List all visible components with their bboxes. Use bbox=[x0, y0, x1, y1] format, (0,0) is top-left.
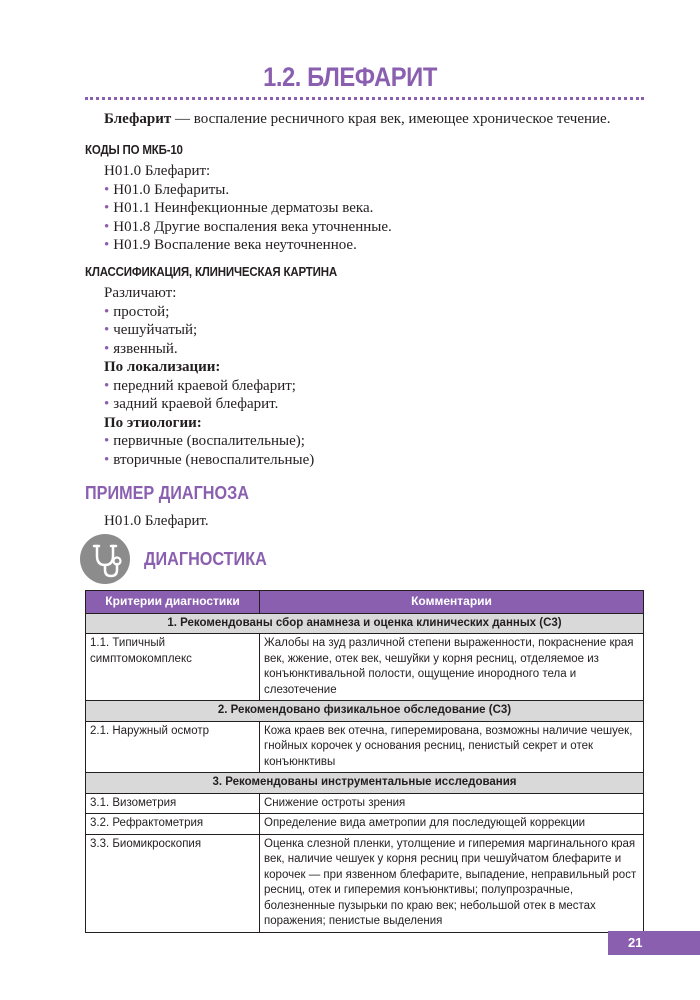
table-cell-criterion: 1.1. Типичный симптомокомплекс bbox=[86, 634, 260, 701]
etiology-heading: По этиологии: bbox=[104, 414, 202, 431]
table-section-row bbox=[86, 701, 644, 722]
example-text: H01.0 Блефарит. bbox=[104, 513, 209, 529]
intro-definition: — воспаление ресничного края век, имеющее хроническое течение. bbox=[171, 111, 611, 127]
table-cell-criterion: 3.3. Биомикроскопия bbox=[86, 834, 260, 932]
table-cell-comment: Оценка слезной пленки, утолщение и гиперемия маргинального края век, наличие чешуек у корня ресниц при чешуйчатом блефарите и корочек — при язвенном блефарите, выпадение, неправильный рост ресниц, отек и гиперемия конъюнктивы; полупрозрачные, болезненные пузырьки по краю век; небольшой отек в местах поражения; пенистые выделения bbox=[260, 834, 644, 932]
etiology-item: • первичные (воспалительные); bbox=[104, 432, 314, 451]
type-item: • чешуйчатый; bbox=[104, 321, 314, 340]
table-cell-comment: Жалобы на зуд различной степени выраженности, покраснение края век, жжение, отек век, чешуйки у корня ресниц, отделяемое из конъюнктивальной полости, ощущение инородного тела и слезотечение bbox=[260, 634, 644, 701]
table-cell-comment: Снижение остроты зрения bbox=[260, 793, 644, 814]
classification-lead: Различают: bbox=[104, 285, 177, 301]
table-section-row bbox=[86, 613, 644, 634]
diagnostics-heading: ДИАГНОСТИКА bbox=[144, 549, 267, 569]
icd-item: • H01.1 Неинфекционные дерматозы века. bbox=[104, 199, 392, 218]
icd-list bbox=[104, 162, 392, 255]
table-cell-comment: Определение вида аметропии для последующей коррекции bbox=[260, 814, 644, 835]
table-row bbox=[86, 793, 644, 814]
table-header-criteria: Критерии диагностики bbox=[86, 591, 260, 614]
table-row bbox=[86, 814, 644, 835]
intro-term: Блефарит bbox=[104, 111, 172, 127]
stethoscope-icon bbox=[80, 534, 130, 584]
icd-group: H01.0 Блефарит: bbox=[104, 163, 211, 179]
classification-list bbox=[104, 284, 314, 469]
location-item: • передний краевой блефарит; bbox=[104, 377, 314, 396]
table-row bbox=[86, 721, 644, 773]
diagnostics-table bbox=[85, 590, 644, 933]
table-row bbox=[86, 634, 644, 701]
table-section-title: 3. Рекомендованы инструментальные исследования bbox=[86, 773, 644, 794]
table-cell-criterion: 2.1. Наружный осмотр bbox=[86, 721, 260, 773]
location-heading: По локализации: bbox=[104, 359, 221, 375]
type-item: • простой; bbox=[104, 303, 314, 322]
classification-heading: КЛАССИФИКАЦИЯ, КЛИНИЧЕСКАЯ КАРТИНА bbox=[85, 265, 337, 279]
table-section-row bbox=[86, 773, 644, 794]
table-cell-criterion: 3.1. Визометрия bbox=[86, 793, 260, 814]
icd-item: • H01.9 Воспаление века неуточненное. bbox=[104, 236, 392, 255]
table-header-row bbox=[86, 591, 644, 614]
icd-heading: КОДЫ ПО МКБ-10 bbox=[85, 143, 183, 157]
table-cell-criterion: 3.2. Рефрактометрия bbox=[86, 814, 260, 835]
location-item: • задний краевой блефарит. bbox=[104, 395, 314, 414]
icd-item: • H01.0 Блефариты. bbox=[104, 181, 392, 200]
example-heading: ПРИМЕР ДИАГНОЗА bbox=[85, 483, 249, 503]
table-cell-comment: Кожа краев век отечна, гиперемирована, возможны наличие чешуек, гнойных корочек у основания ресниц, пенистый секрет и отек конъюнктивы bbox=[260, 721, 644, 773]
title-divider bbox=[85, 97, 644, 100]
table-row bbox=[86, 834, 644, 932]
intro-paragraph bbox=[104, 110, 664, 129]
table-header-comments: Комментарии bbox=[260, 591, 644, 614]
type-item: • язвенный. bbox=[104, 340, 314, 359]
table-section-title: 2. Рекомендовано физикальное обследование (С3) bbox=[86, 701, 644, 722]
etiology-item: • вторичные (невоспалительные) bbox=[104, 451, 314, 470]
table-section-title: 1. Рекомендованы сбор анамнеза и оценка клинических данных (С3) bbox=[86, 613, 644, 634]
page-title: 1.2. БЛЕФАРИТ bbox=[263, 62, 437, 92]
icd-item: • H01.8 Другие воспаления века уточненные. bbox=[104, 218, 392, 237]
page-number: 21 bbox=[608, 931, 700, 955]
